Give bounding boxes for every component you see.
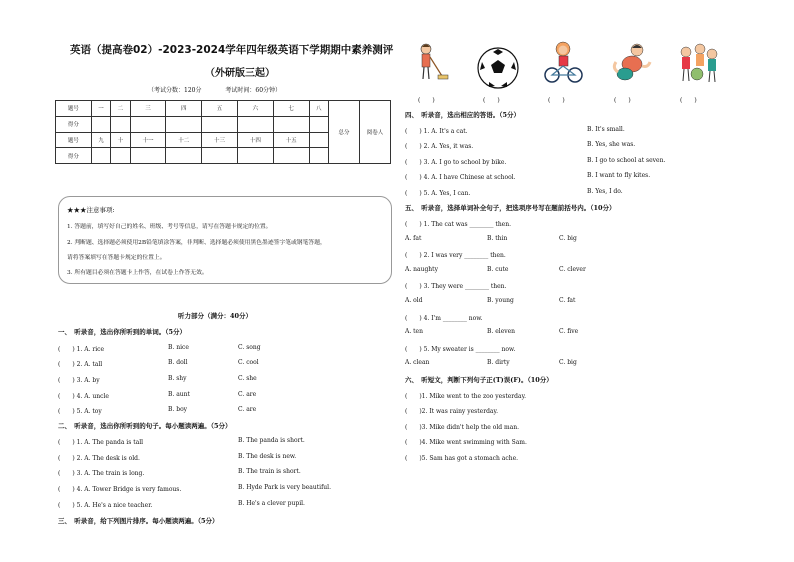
s1-q2-c: C. cool xyxy=(238,359,259,366)
score-cell[interactable] xyxy=(237,148,273,164)
score-cell[interactable] xyxy=(111,148,130,164)
score-cell[interactable] xyxy=(202,148,238,164)
col-label: 六 xyxy=(237,101,273,117)
section4-title: 四、 听录音，选出相应的答语。（5分） xyxy=(405,111,521,119)
col-label: 十四 xyxy=(237,132,273,148)
section1-title: 一、 听录音，选出你所听到的单词。（5分） xyxy=(58,328,187,336)
score-cell[interactable] xyxy=(111,116,130,132)
col-label: 四 xyxy=(166,101,202,117)
notice-item: 3. 所有题目必须在答题卡上作答，在试卷上作答无效。 xyxy=(67,270,208,276)
s5-q4-c: C. five xyxy=(559,328,579,335)
notice-item: 2. 判断题、选择题必须使用2B铅笔填涂答案，非判断、选择题必须使用黑色墨迹签字笔或钢笔答题， xyxy=(67,240,326,246)
score-cell[interactable] xyxy=(91,148,110,164)
grader-label: 阅卷人 xyxy=(360,101,391,164)
s2-q1-b: B. The panda is short. xyxy=(238,437,305,444)
score-cell[interactable] xyxy=(309,116,329,132)
s1-q5-b: B. boy xyxy=(168,406,188,413)
notice-item: 1. 答题前，填写好自己的姓名、班级、考号等信息，请写在答题卡规定的位置。 xyxy=(67,224,272,230)
football-picture xyxy=(476,46,520,90)
children-playing-picture xyxy=(676,42,720,84)
s6-q5: ( )5. Sam has got a stomach ache. xyxy=(405,455,519,462)
score-cell[interactable] xyxy=(273,148,309,164)
s4-q1: ( ) 1. A. It's a cat. xyxy=(405,128,468,135)
s4-q2-b: B. Yes, she was. xyxy=(587,141,636,148)
s2-q2: ( ) 2. A. The desk is old. xyxy=(58,455,140,462)
s2-q5-b: B. He's a clever pupil. xyxy=(238,500,305,507)
col-label: 十一 xyxy=(130,132,166,148)
s1-q3-c: C. she xyxy=(238,375,257,382)
s4-q5: ( ) 5. A. Yes, I can. xyxy=(405,190,471,197)
s6-q4: ( )4. Mike went swimming with Sam. xyxy=(405,439,527,446)
girl-cycling-picture xyxy=(543,40,585,86)
col-label: 一 xyxy=(91,101,110,117)
empty-cell xyxy=(309,132,329,148)
s5-q1-a: A. fat xyxy=(405,235,422,242)
s4-q3-b: B. I go to school at seven. xyxy=(587,157,666,164)
s1-q2-b: B. doll xyxy=(168,359,188,366)
s5-q1-c: C. big xyxy=(559,235,577,242)
s4-q1-b: B. It's small. xyxy=(587,126,625,133)
col-label: 三 xyxy=(130,101,166,117)
s5-q2: ( ) 2. I was very ________ then. xyxy=(405,252,506,259)
picture-bracket[interactable]: ( ) xyxy=(418,97,435,104)
s6-q2: ( )2. It was rainy yesterday. xyxy=(405,408,498,415)
s4-q4: ( ) 4. A. I have Chinese at school. xyxy=(405,174,516,181)
s5-q5-a: A. clean xyxy=(405,359,430,366)
s1-q3: ( ) 3. A. by xyxy=(58,377,100,384)
s5-q2-a: A. naughty xyxy=(405,266,438,273)
s5-q4: ( ) 4. I'm ________ now. xyxy=(405,315,483,322)
s4-q5-b: B. Yes, I do. xyxy=(587,188,623,195)
empty-cell xyxy=(309,148,329,164)
exam-score: （考试分数：120分 xyxy=(148,87,202,94)
label-question: 题号 xyxy=(56,132,92,148)
s1-q3-b: B. shy xyxy=(168,375,187,382)
score-cell[interactable] xyxy=(130,116,166,132)
s5-q4-a: A. ten xyxy=(405,328,423,335)
s2-q5: ( ) 5. A. He's a nice teacher. xyxy=(58,502,153,509)
section2-title: 二、 听录音，选出你所听到的句子。每小题读两遍。（5分） xyxy=(58,422,232,430)
s6-q3: ( )3. Mike didn't help the old man. xyxy=(405,424,520,431)
exam-time: 考试时间：60分钟） xyxy=(225,87,282,94)
s2-q3-b: B. The train is short. xyxy=(238,468,301,475)
s1-q2: ( ) 2. A. tall xyxy=(58,361,103,368)
col-label: 九 xyxy=(91,132,110,148)
section3-title: 三、 听录音，给下列图片排序。每小题读两遍。（5分） xyxy=(58,517,219,525)
s5-q2-b: B. cute xyxy=(487,266,509,273)
s1-q5: ( ) 5. A. toy xyxy=(58,408,102,415)
label-question: 题号 xyxy=(56,101,92,117)
section5-title: 五、 听录音，选择单词补全句子，把选项序号写在题前括号内。（10分） xyxy=(405,204,616,212)
s5-q1-b: B. thin xyxy=(487,235,508,242)
score-cell[interactable] xyxy=(91,116,110,132)
picture-bracket[interactable]: ( ) xyxy=(548,97,565,104)
col-label: 十二 xyxy=(166,132,202,148)
s2-q3: ( ) 3. A. The train is long. xyxy=(58,470,145,477)
s5-q1: ( ) 1. The cat was ________ then. xyxy=(405,221,512,228)
notice-heading: ★★★注意事项: xyxy=(67,206,115,214)
s2-q2-b: B. The desk is new. xyxy=(238,453,297,460)
listening-heading: 听力部分（满分：40分） xyxy=(178,312,253,320)
s5-q4-b: B. eleven xyxy=(487,328,516,335)
girl-sweeping-picture xyxy=(412,42,454,84)
notice-box xyxy=(58,196,392,284)
label-score: 得分 xyxy=(56,148,92,164)
picture-bracket[interactable]: ( ) xyxy=(680,97,697,104)
col-label: 八 xyxy=(309,101,329,117)
s6-q1: ( )1. Mike went to the zoo yesterday. xyxy=(405,393,527,400)
s1-q4-c: C. are xyxy=(238,391,257,398)
s5-q2-c: C. clever xyxy=(559,266,586,273)
s1-q4: ( ) 4. A. uncle xyxy=(58,393,109,400)
s5-q3-c: C. fat xyxy=(559,297,576,304)
total-score-label: 总分 xyxy=(329,101,360,164)
s1-q1-c: C. song xyxy=(238,344,261,351)
s5-q3: ( ) 3. They were ________ then. xyxy=(405,283,507,290)
score-table xyxy=(55,100,391,164)
exam-subtitle: （外研版三起） xyxy=(205,68,275,79)
label-score: 得分 xyxy=(56,116,92,132)
s5-q3-b: B. young xyxy=(487,297,514,304)
score-cell[interactable] xyxy=(237,116,273,132)
s1-q1: ( ) 1. A. rice xyxy=(58,346,105,353)
section6-title: 六、 听短文，判断下列句子正(T)误(F)。（10分） xyxy=(405,376,553,384)
col-label: 七 xyxy=(273,101,309,117)
s5-q5: ( ) 5. My sweater is ________ now. xyxy=(405,346,516,353)
picture-bracket[interactable]: ( ) xyxy=(483,97,500,104)
s1-q1-b: B. nice xyxy=(168,344,189,351)
s5-q3-a: A. old xyxy=(405,297,423,304)
picture-bracket[interactable]: ( ) xyxy=(614,97,631,104)
col-label: 五 xyxy=(202,101,238,117)
notice-item: 请将答案填写在答题卡规定的位置上。 xyxy=(67,255,166,261)
s2-q4: ( ) 4. A. Tower Bridge is very famous. xyxy=(58,486,182,493)
score-cell[interactable] xyxy=(166,148,202,164)
col-label: 二 xyxy=(111,101,130,117)
s2-q1: ( ) 1. A. The panda is tall xyxy=(58,439,144,446)
col-label: 十 xyxy=(111,132,130,148)
s4-q4-b: B. I want to fly kites. xyxy=(587,172,651,179)
s5-q5-c: C. big xyxy=(559,359,577,366)
col-label: 十五 xyxy=(273,132,309,148)
exam-info xyxy=(148,85,281,94)
score-cell[interactable] xyxy=(166,116,202,132)
exam-title: 英语（提高卷02）-2023-2024学年四年级英语下学期期中素养测评 xyxy=(70,44,394,56)
s4-q3: ( ) 3. A. I go to school by bike. xyxy=(405,159,507,166)
s1-q4-b: B. aunt xyxy=(168,391,190,398)
s1-q5-c: C. are xyxy=(238,406,257,413)
score-cell[interactable] xyxy=(130,148,166,164)
boy-jumping-picture xyxy=(610,42,654,84)
score-cell[interactable] xyxy=(202,116,238,132)
s5-q5-b: B. dirty xyxy=(487,359,510,366)
s4-q2: ( ) 2. A. Yes, it was. xyxy=(405,143,474,150)
score-cell[interactable] xyxy=(273,116,309,132)
s2-q4-b: B. Hyde Park is very beautiful. xyxy=(238,484,331,491)
col-label: 十三 xyxy=(202,132,238,148)
